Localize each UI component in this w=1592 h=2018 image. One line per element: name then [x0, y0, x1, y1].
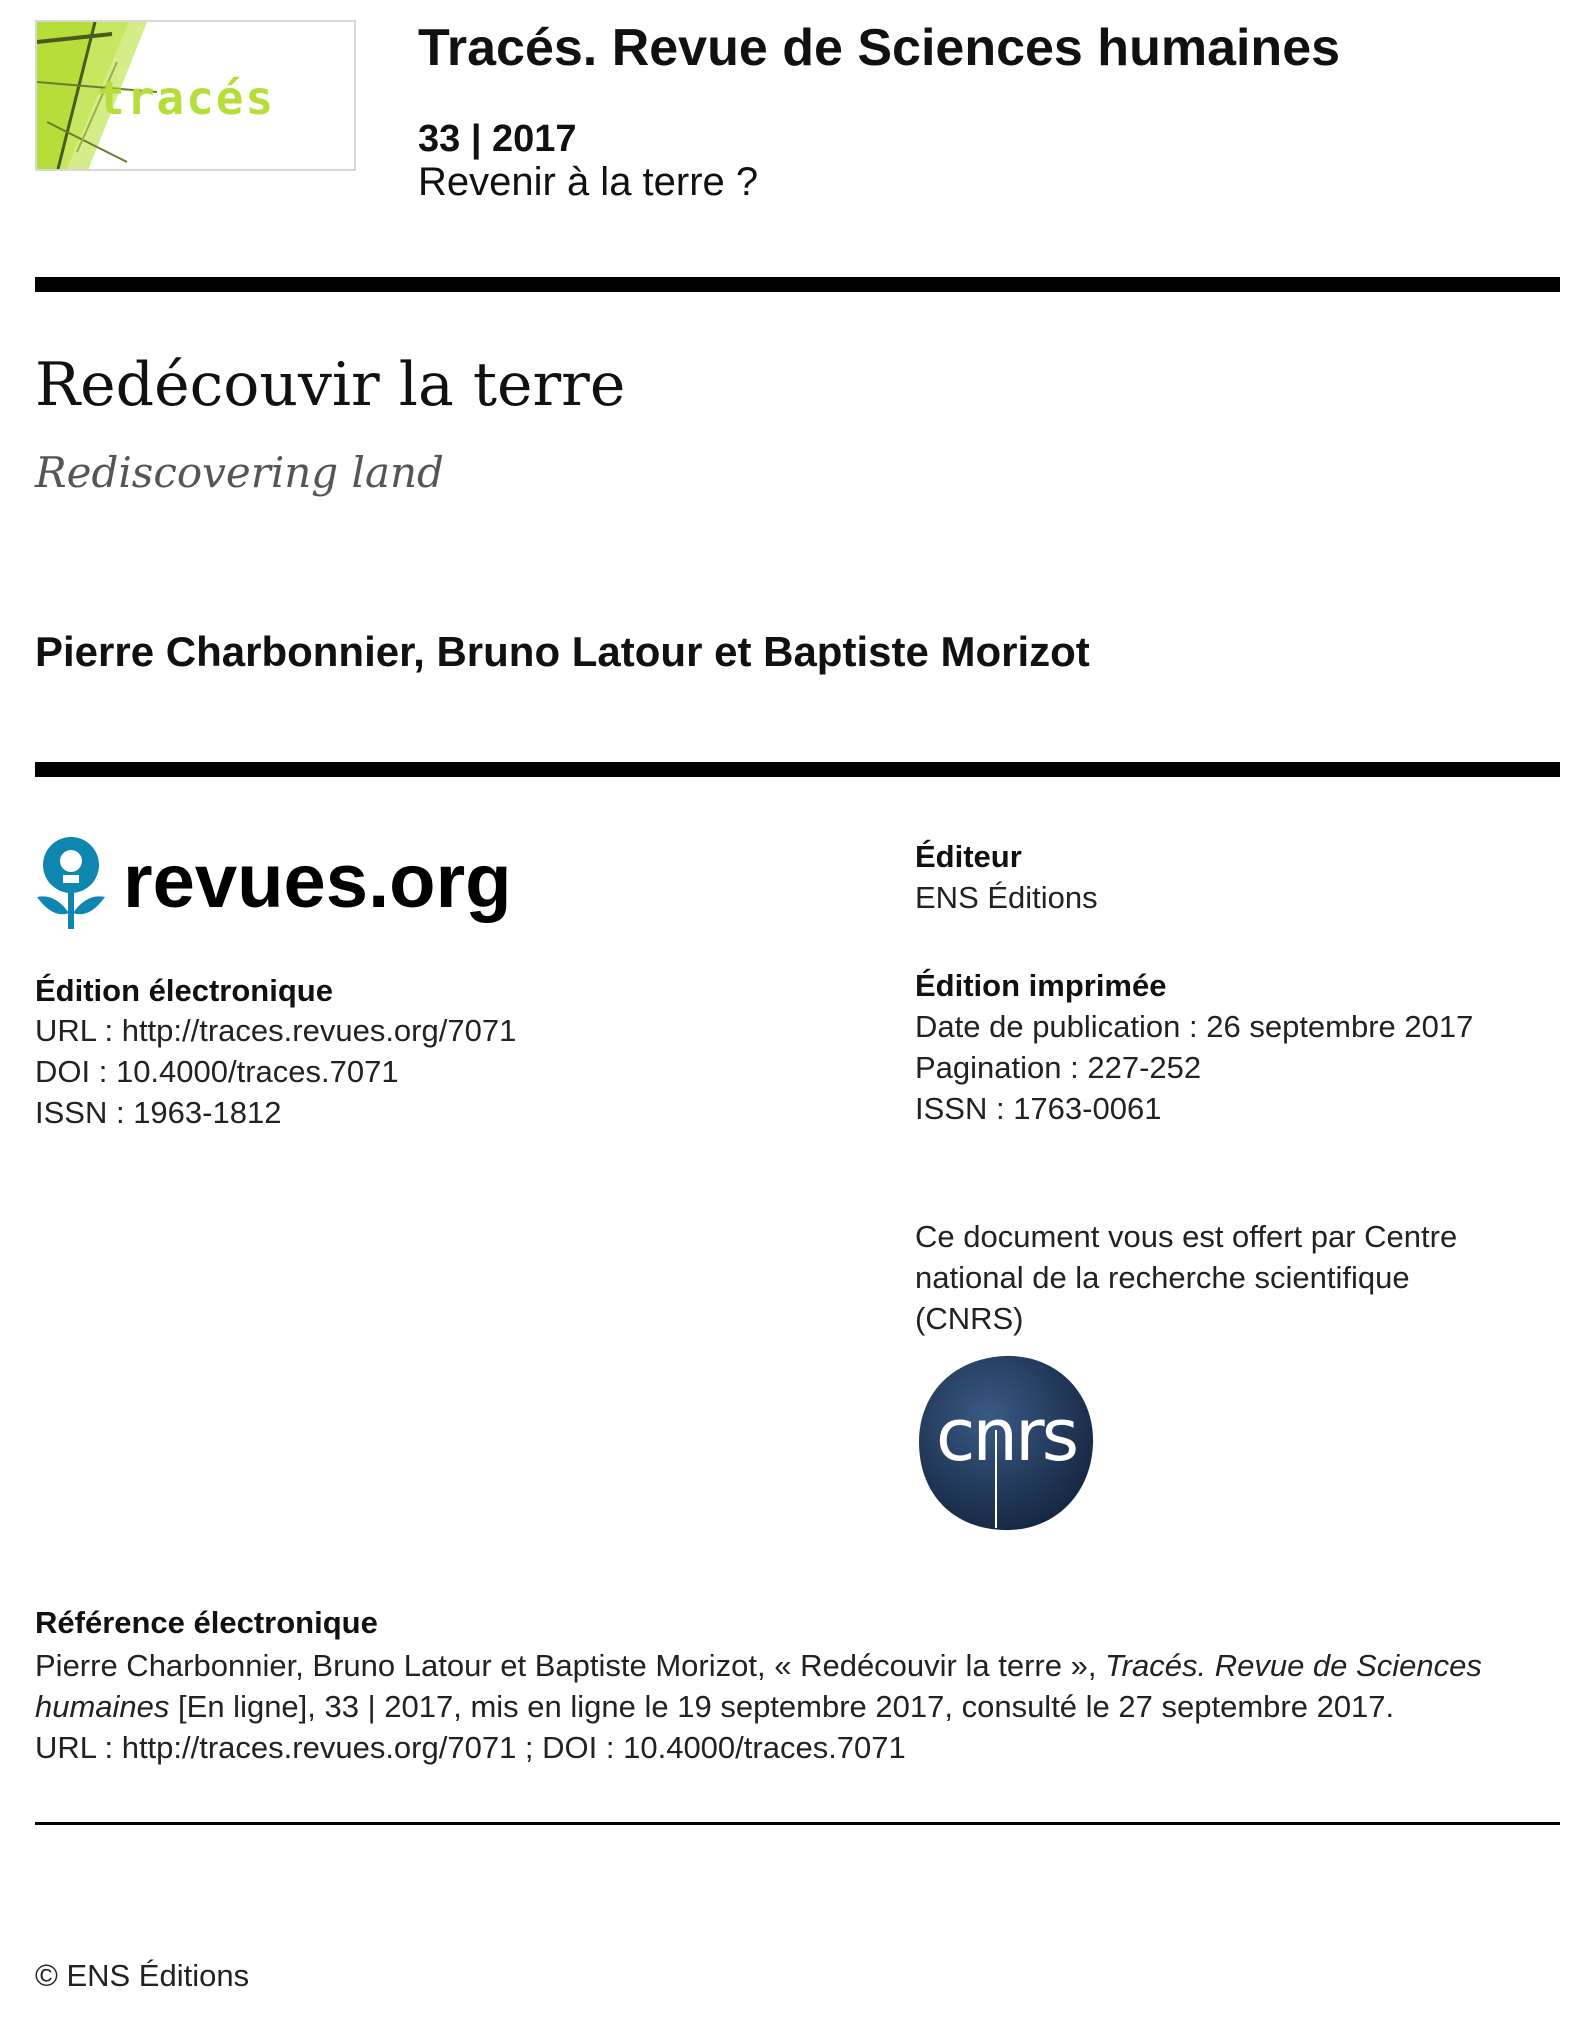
- reference-label: Référence électronique: [35, 1605, 378, 1640]
- copyright-notice: © ENS Éditions: [35, 1958, 250, 1993]
- print-edition-issn: ISSN : 1763-0061: [915, 1091, 1162, 1126]
- traces-logo-text: tracés: [97, 71, 276, 125]
- bottom-divider: [35, 1822, 1560, 1825]
- revues-logo-text: revues.org: [123, 839, 512, 924]
- reference-text: [35, 1645, 1560, 1768]
- revues-flower-icon: [37, 837, 105, 929]
- offered-by-line-1: Ce document vous est offert par Centre: [915, 1219, 1458, 1254]
- publisher-label: Éditeur: [915, 839, 1022, 874]
- article-title: Redécouvir la terre: [35, 350, 626, 420]
- traces-logo-graphic: [37, 22, 356, 171]
- revues-logo-graphic: [35, 835, 515, 935]
- print-edition-label: Édition imprimée: [915, 968, 1167, 1003]
- offered-by-line-2: national de la recherche scientifique: [915, 1260, 1410, 1295]
- top-divider: [35, 277, 1560, 292]
- article-subtitle: Rediscovering land: [35, 448, 444, 497]
- reference-part-2: [En ligne], 33 | 2017, mis en ligne le 19 septembre 2017, consulté le 27 septembre 2017.: [169, 1689, 1395, 1724]
- cnrs-logo[interactable]: [915, 1352, 1097, 1534]
- reference-part-1: Pierre Charbonnier, Bruno Latour et Baptiste Morizot, « Redécouvir la terre »,: [35, 1648, 1106, 1683]
- print-edition-date: Date de publication : 26 septembre 2017: [915, 1009, 1474, 1044]
- electronic-edition-doi[interactable]: DOI : 10.4000/traces.7071: [35, 1054, 399, 1089]
- article-authors: Pierre Charbonnier, Bruno Latour et Baptiste Morizot: [35, 628, 1090, 675]
- revues-logo[interactable]: [35, 835, 515, 935]
- cnrs-logo-graphic: [915, 1352, 1097, 1534]
- issue-theme: Revenir à la terre ?: [418, 160, 759, 204]
- traces-logo: [35, 20, 356, 171]
- cnrs-logo-text: cnrs: [935, 1393, 1077, 1477]
- journal-title: Tracés. Revue de Sciences humaines: [418, 19, 1341, 77]
- offered-by-line-3: (CNRS): [915, 1301, 1024, 1336]
- reference-journal-italic-2: humaines: [35, 1689, 170, 1724]
- issue-number: 33 | 2017: [418, 118, 577, 160]
- publisher-name: ENS Éditions: [915, 880, 1098, 915]
- electronic-edition-url[interactable]: URL : http://traces.revues.org/7071: [35, 1013, 517, 1048]
- print-edition-pagination: Pagination : 227-252: [915, 1050, 1202, 1085]
- reference-journal-italic-1: Tracés. Revue de Sciences: [1105, 1648, 1482, 1683]
- middle-divider: [35, 762, 1560, 777]
- electronic-edition-issn: ISSN : 1963-1812: [35, 1095, 282, 1130]
- electronic-edition-label: Édition électronique: [35, 973, 333, 1008]
- reference-url-doi[interactable]: URL : http://traces.revues.org/7071 ; DOI : 10.4000/traces.7071: [35, 1730, 906, 1765]
